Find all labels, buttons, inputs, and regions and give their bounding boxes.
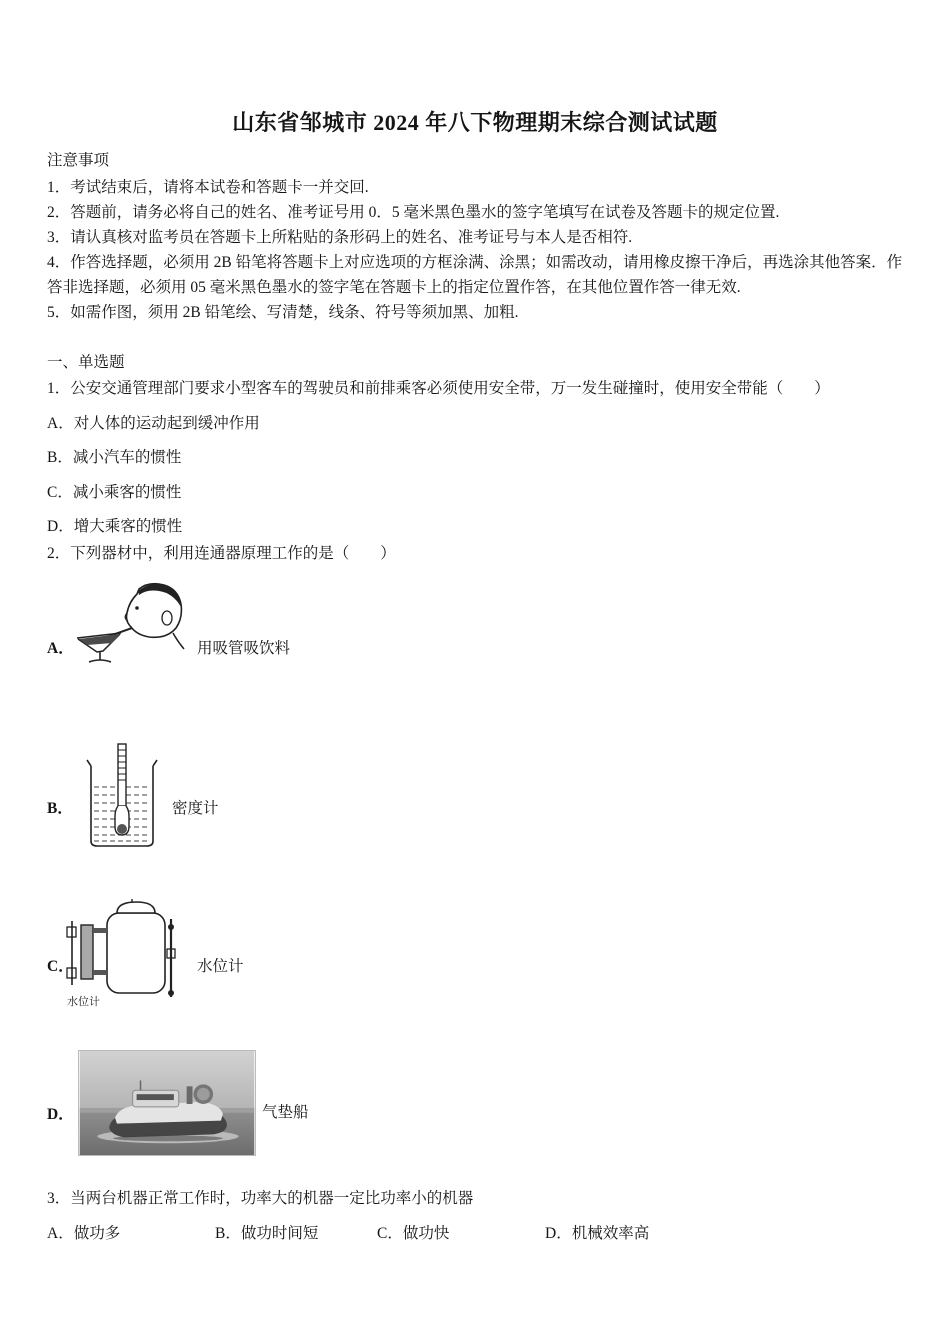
q2-figure-row-d: [47, 1050, 907, 1160]
q2-option-b-label: B．: [47, 800, 73, 817]
q2-option-b-caption: 密度计: [172, 800, 219, 817]
q1-option-d: D．增大乘客的惯性: [47, 518, 183, 535]
q3-option-a: A．做功多: [47, 1225, 121, 1242]
notice-item-5: 5．如需作图，须用 2B 铅笔绘、写清楚，线条、符号等须加黑、加粗.: [47, 304, 519, 321]
q1-option-a: A．对人体的运动起到缓冲作用: [47, 415, 260, 432]
question-3-text: 3．当两台机器正常工作时，功率大的机器一定比功率小的机器: [47, 1190, 474, 1207]
q2-option-d-label: D．: [47, 1106, 74, 1123]
q1-option-b: B．减小汽车的惯性: [47, 449, 182, 466]
q2-option-d-caption: 气垫船: [262, 1104, 309, 1121]
straw-drinking-figure: [75, 580, 187, 692]
q2-option-a-label: A．: [47, 640, 74, 657]
q2-option-c-caption: 水位计: [197, 958, 244, 975]
hovercraft-photo: [78, 1050, 256, 1156]
page-title: 山东省邹城市 2024 年八下物理期末综合测试试题: [232, 110, 718, 135]
q2-option-a-caption: 用吸管吸饮料: [197, 640, 291, 657]
water-level-gauge-figure: [63, 897, 187, 1012]
q2-figure-row-b: [47, 740, 907, 852]
question-2-text: 2．下列器材中，利用连通器原理工作的是（ ）: [47, 545, 396, 562]
notice-heading: 注意事项: [47, 152, 110, 169]
notice-item-1: 1．考试结束后，请将本试卷和答题卡一并交回.: [47, 179, 369, 196]
q3-option-c: C．做功快: [377, 1225, 450, 1242]
q2-figure-row-c: [47, 897, 907, 1012]
q3-option-b: B．做功时间短: [215, 1225, 319, 1242]
q2-figure-row-a: [47, 580, 907, 692]
q1-option-c: C．减小乘客的惯性: [47, 484, 182, 501]
hydrometer-figure: [85, 740, 159, 852]
question-1-text: 1．公安交通管理部门要求小型客车的驾驶员和前排乘客必须使用安全带，万一发生碰撞时，使用安全带能（ ）: [47, 380, 830, 397]
notice-item-2: 2．答题前，请务必将自己的姓名、准考证号用 0．5 毫米黑色墨水的签字笔填写在试卷及答题卡的规定位置.: [47, 204, 780, 221]
q2-option-c-label: C．: [47, 958, 74, 975]
section-heading: 一、单选题: [47, 354, 125, 371]
q3-option-d: D．机械效率高: [545, 1225, 650, 1242]
notice-item-3: 3．请认真核对监考员在答题卡上所粘贴的条形码上的姓名、准考证号与本人是否相符.: [47, 229, 633, 246]
q3-options-row: [47, 1221, 907, 1246]
notice-item-4: 4．作答选择题，必须用 2B 铅笔将答题卡上对应选项的方框涂满、涂黑；如需改动，请用橡皮擦干净后，再选涂其他答案．作答非选择题，必须用 05 毫米黑色墨水的签字笔在答题卡上的指定位置作答，在其他位置作答一律无效.: [47, 254, 903, 296]
water-level-gauge-inner-label: 水位计: [67, 996, 100, 1008]
